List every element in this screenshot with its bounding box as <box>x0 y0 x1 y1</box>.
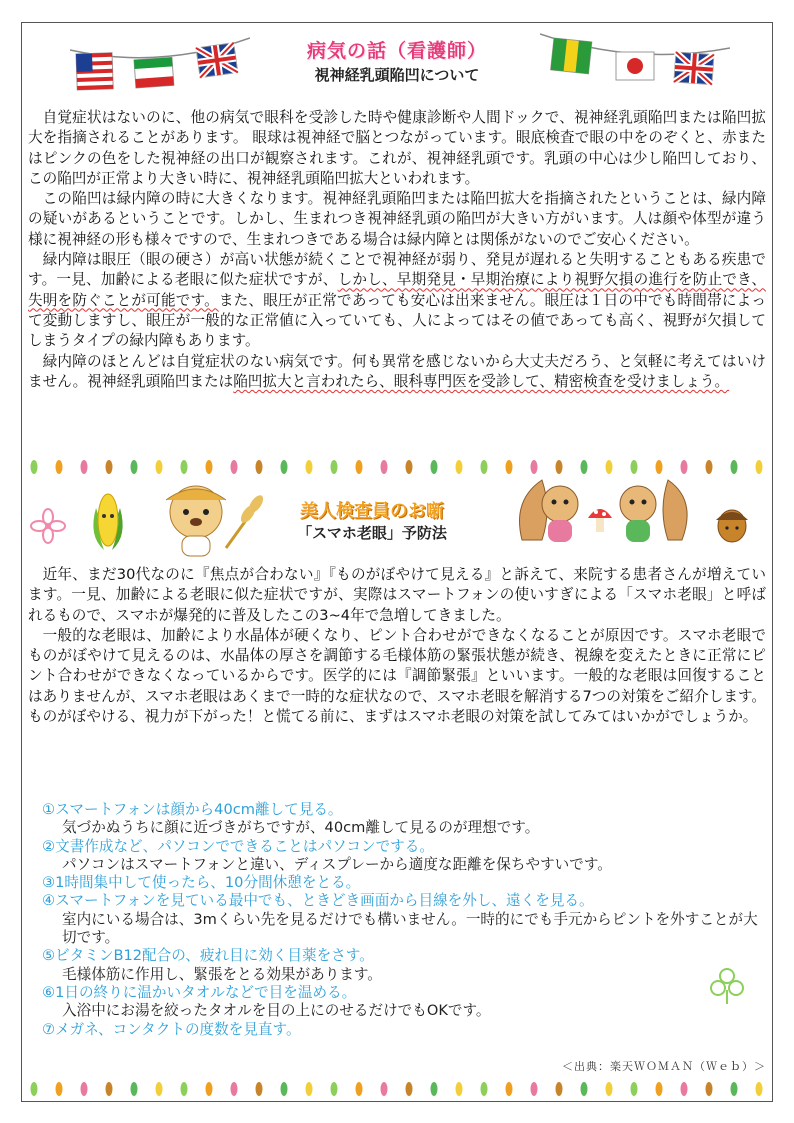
flag-bunting-left-icon <box>70 30 250 100</box>
seed-icon <box>31 460 38 474</box>
article1-paragraph <box>28 352 766 393</box>
tips-list <box>42 801 766 1039</box>
seed-icon <box>31 1082 38 1096</box>
flag-bunting-right-icon <box>540 26 730 96</box>
seed-icon <box>231 460 238 474</box>
seed-icon <box>56 1082 63 1096</box>
source-citation: ＜出典：楽天ＷＯＭＡＮ（Ｗｅｂ）＞ <box>562 1060 766 1073</box>
tip-heading: ⑥1日の終りに温かいタオルなどで目を温める。 <box>42 983 357 1001</box>
seed-border-bottom-icon <box>22 1078 772 1100</box>
seed-icon <box>381 1082 388 1096</box>
seed-icon <box>131 460 138 474</box>
green-yellow-flag-icon <box>551 38 592 74</box>
article2-paragraph: 近年、まだ30代なのに『焦点が合わない』『ものがぼやけて見える』と訴えて、来院する患者さんが増えています。一見、加齢による老眼に似た症状ですが、実際はスマートフォンの使いすぎによる「スマホ老眼」と呼ばれるもので、スマホが爆発的に普及したこの3~4年で急増してきました。 <box>28 566 766 624</box>
squirrels-illustration-icon <box>512 470 762 550</box>
tip-heading: ⑦メガネ、コンタクトの度数を見直す。 <box>42 1020 301 1038</box>
usa-flag-icon <box>76 53 113 90</box>
corn-bear-illustration-icon <box>86 478 276 558</box>
pink-flower-icon <box>30 508 66 544</box>
article2-paragraph: 一般的な老眼は、加齢により水晶体が硬くなり、ピント合わせができなくなることが原因です。スマホ老眼でものがぼやけて見えるのは、水晶体の厚さを調節する毛様体筋の緊張状態が続き、視線を変えたときに正常にピント合わせができなくなっているからです。医学的には『調節緊張』といいます。一般的な老眼は回復することはありませんが、スマホ老眼はあくまで一時的な症状なので、スマホ老眼を解消する7つの対策をご紹介します。ものがぼやける、視力が下がった！と慌てる前に、まずはスマホ老眼の対策を試してみてはいかがでしょうか。 <box>28 626 766 726</box>
paragraph-text: 自覚症状はないのに、他の病気で眼科を受診した時や健康診断や人間ドックで、視神経乳頭陥凹または陥凹拡大を指摘されることがあります。 眼球は視神経で脳とつながっています。眼底検査で眼の中をのぞくと、赤またはピンクの色をした視神経の出口が観察されます。これが、視神経乳頭です。乳頭の中心は少し陥凹しており、この陥凹が正常より大きい時に、視神経乳頭陥凹拡大といわれます。 <box>28 109 767 187</box>
seed-icon <box>206 1082 213 1096</box>
seed-icon <box>256 1082 263 1096</box>
tip-body: 気づかぬうちに顔に近づきがちですが、40cm離して見るのが理想です。 <box>62 819 540 837</box>
seed-icon <box>131 1082 138 1096</box>
seed-icon <box>481 460 488 474</box>
seed-icon <box>631 1082 638 1096</box>
paragraph-text: 緑内障は眼圧（眼の硬さ）が高い状態が続くことで視神経が弱り、発見が遅れると失明することもある疾患です。一見、加齢による老眼に似た症状ですが、 <box>28 251 766 289</box>
paragraph-text: 緑内障のほとんどは自覚症状のない病気です。何も異常を感じないから大丈夫だろう、と気軽に考えてはいけません。視神経乳頭陥凹または <box>28 352 766 390</box>
seed-icon <box>706 1082 713 1096</box>
green-clover-icon <box>702 966 752 1006</box>
seed-icon <box>181 460 188 474</box>
squirrel-right-icon <box>620 480 687 542</box>
tip-heading: ⑤ビタミンB12配合の、疲れ目に効く目薬をさす。 <box>42 947 374 965</box>
tip-heading: ②文書作成など、パソコンでできることはパソコンでする。 <box>42 837 434 855</box>
seed-icon <box>81 1082 88 1096</box>
seed-icon <box>681 1082 688 1096</box>
seed-icon <box>231 1082 238 1096</box>
wheat-icon <box>226 493 266 548</box>
seed-icon <box>606 1082 613 1096</box>
seed-icon <box>181 1082 188 1096</box>
seed-icon <box>106 1082 113 1096</box>
seed-icon <box>331 1082 338 1096</box>
tip-heading: ④スマートフォンを見ている最中でも、ときどき画面から目線を外し、遠くを見る。 <box>42 892 594 910</box>
seed-icon <box>456 460 463 474</box>
seed-icon <box>281 460 288 474</box>
seed-icon <box>431 1082 438 1096</box>
seed-icon <box>456 1082 463 1096</box>
seed-icon <box>56 460 63 474</box>
uk-flag-icon <box>196 43 238 78</box>
seed-icon <box>731 1082 738 1096</box>
seed-icon <box>581 1082 588 1096</box>
tip-heading: ①スマートフォンは顔から40cm離して見る。 <box>42 801 343 818</box>
seed-icon <box>431 460 438 474</box>
bear-icon <box>166 486 226 556</box>
italy-flag-icon <box>134 57 174 88</box>
page-title: 病気の話（看護師） <box>306 40 487 62</box>
page-subtitle: 視神経乳頭陥凹について <box>314 66 480 84</box>
seed-icon <box>206 460 213 474</box>
tip-body: 毛様体筋に作用し、緊張をとる効果があります。 <box>62 965 382 983</box>
seed-icon <box>656 1082 663 1096</box>
tip-body: 室内にいる場合は、3mくらい先を見るだけでも構いません。一時的にでも手元からピントを外すことが大切です。 <box>62 910 758 947</box>
squirrel-left-icon <box>520 480 579 542</box>
uk-flag-icon-2 <box>674 52 714 85</box>
tip-body: パソコンはスマートフォンと違い、ディスプレーから適度な距離を保ちやすいです。 <box>62 855 612 873</box>
seed-icon <box>506 1082 513 1096</box>
paragraph-text: この陥凹は緑内障の時に大きくなります。視神経乳頭陥凹または陥凹拡大を指摘されたということは、緑内障の疑いがあるということです。しかし、生まれつき視神経乳頭の陥凹が大きい方がいます。人は顔や体型が違う様に視神経の形も様々ですので、生まれつきである場合は緑内障とは関係がないのでご安心ください。 <box>28 190 766 248</box>
corn-icon <box>93 494 122 550</box>
seed-icon <box>81 460 88 474</box>
japan-flag-icon <box>616 52 654 80</box>
seed-icon <box>256 460 263 474</box>
seed-icon <box>481 1082 488 1096</box>
paragraph-text: また、眼圧が正常であっても安心は出来ません。眼圧は１日の中でも時間帯によって変動しますし、眼圧が一般的な正常値に入っていても、人によってはその値であっても高く、視野が欠損してしまうタイプの緑内障もあります。 <box>28 291 766 350</box>
seed-icon <box>406 1082 413 1096</box>
seed-icon <box>356 1082 363 1096</box>
article1-paragraph <box>28 250 766 351</box>
tip-heading: ③1時間集中して使ったら、10分間休憩をとる。 <box>42 874 361 892</box>
seed-icon <box>106 460 113 474</box>
seed-icon <box>531 1082 538 1096</box>
highlighted-text: 陥凹拡大と言われたら、眼科専門医を受診して、精密検査を受けましょう。 <box>233 372 730 390</box>
seed-icon <box>381 460 388 474</box>
article-optic-disc <box>28 108 766 392</box>
acorn-icon <box>716 510 748 542</box>
seed-icon <box>556 1082 563 1096</box>
seed-icon <box>306 1082 313 1096</box>
seed-icon <box>756 1082 763 1096</box>
seed-icon <box>156 1082 163 1096</box>
seed-icon <box>156 460 163 474</box>
seed-icon <box>306 460 313 474</box>
section-title: 美人検査員のお噺 <box>300 501 444 522</box>
mushroom-icon <box>588 509 612 532</box>
tip-body: 入浴中にお湯を絞ったタオルを目の上にのせるだけでもOKです。 <box>62 1002 491 1020</box>
article1-paragraph <box>28 108 766 189</box>
section-subtitle: 「スマホ老眼」予防法 <box>297 524 447 542</box>
seed-icon <box>406 460 413 474</box>
article-smartphone-presbyopia <box>28 565 766 727</box>
seed-icon <box>356 460 363 474</box>
seed-icon <box>281 1082 288 1096</box>
highlighted-text: しかし、早期発見・早期治療により視野欠損の進行を防止でき、失明を防ぐことが可能です。 <box>28 271 766 309</box>
seed-icon <box>331 460 338 474</box>
article1-paragraph <box>28 189 766 250</box>
